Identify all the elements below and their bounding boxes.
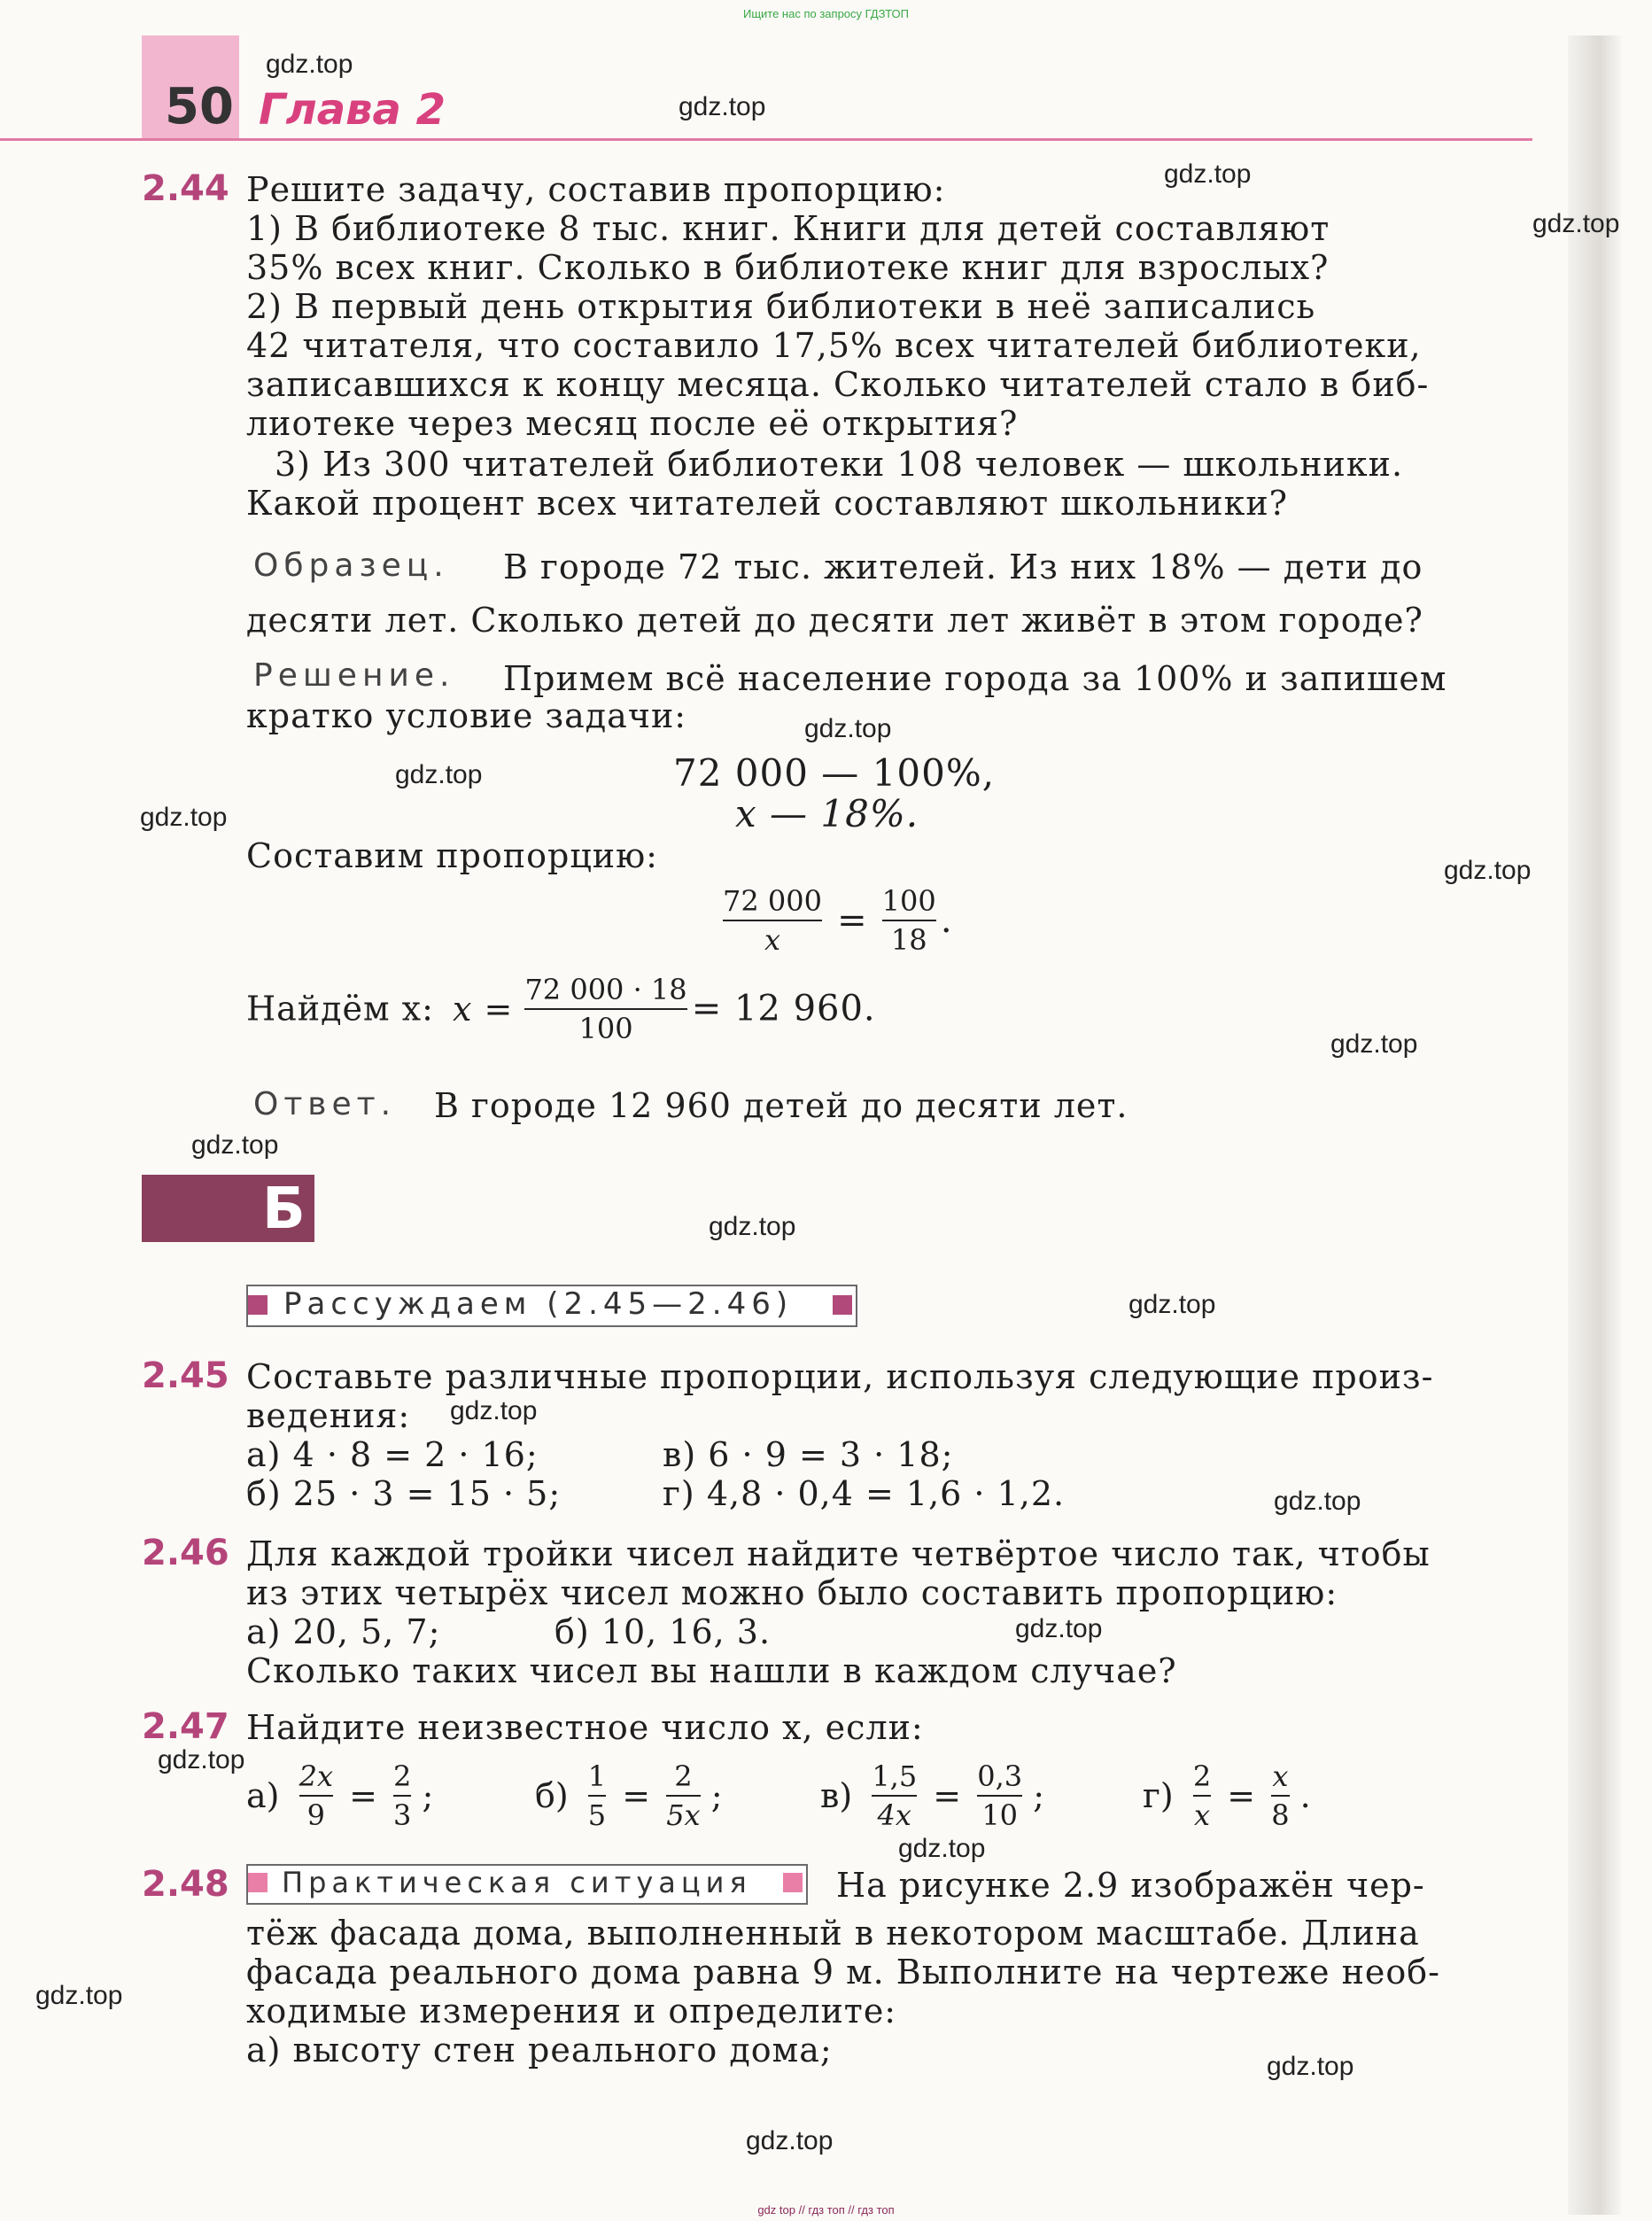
section-b-letter: Б [262, 1177, 306, 1242]
watermark: gdz.top [191, 1130, 279, 1160]
problem-number: 2.48 [142, 1864, 229, 1905]
problem-item: г) 4,8 · 0,4 = 1,6 · 1,2. [663, 1474, 1066, 1513]
answer-label: Ответ. [253, 1086, 397, 1122]
fraction [524, 971, 686, 1047]
proportion-formula: $\frac{72 000}{x}$ = $\frac{100}{18}$ . [723, 884, 952, 957]
fraction-numerator: x [1272, 1759, 1289, 1793]
find-x-formula [246, 971, 876, 1047]
sample-text: десяти лет. Сколько детей до десяти лет живёт в этом городе? [246, 601, 1423, 640]
problem-item: а) 20, 5, 7; [246, 1612, 441, 1651]
fraction-denominator: 9 [299, 1795, 333, 1834]
fraction-denominator: x [723, 920, 822, 959]
watermark: gdz.top [746, 2126, 834, 2155]
problem-text: На рисунке 2.9 изображён чер- [836, 1866, 1425, 1905]
watermark: gdz.top [1164, 159, 1252, 189]
problem-number: 2.44 [142, 168, 229, 209]
problem-text: фасада реального дома равна 9 м. Выполните на чертеже необ- [246, 1953, 1441, 1992]
fraction-numerator: 100 [881, 884, 936, 918]
problem-text: тёж фасада дома, выполненный в некотором масштабе. Длина [246, 1914, 1420, 1953]
problem-item: в) 6 · 9 = 3 · 18; [663, 1435, 954, 1474]
watermark: gdz.top [1267, 2052, 1354, 2081]
problem-text: лиотеке через месяц после её открытия? [246, 404, 1019, 443]
problem-text: Составьте различные пропорции, используя следующие произ- [246, 1357, 1434, 1396]
watermark: gdz.top [709, 1212, 796, 1241]
watermark: gdz.top [395, 760, 483, 789]
find-label: Найдём x: [246, 989, 434, 1029]
problem-text: 42 читателя, что составило 17,5% всех читателей библиотеки, [246, 326, 1422, 365]
top-note: Ищите нас по запросу ГДЗТОП [742, 7, 909, 20]
fraction-numerator: 1,5 [872, 1759, 918, 1793]
fraction-denominator: 18 [882, 920, 936, 959]
compose-text: Составим пропорцию: [246, 836, 658, 875]
item-label: г) [1143, 1776, 1174, 1815]
fraction-numerator: 2 [1192, 1759, 1212, 1793]
problem-item: б) 25 · 3 = 15 · 5; [246, 1474, 562, 1513]
watermark: gdz.top [1128, 1290, 1216, 1319]
sample-text: В городе 72 тыс. жителей. Из них 18% — дети до [503, 547, 1423, 586]
fraction [723, 882, 822, 959]
problem-text: а) высоту стен реального дома; [246, 2031, 833, 2070]
watermark: gdz.top [1330, 1029, 1418, 1059]
problem-text: Решите задачу, составив пропорцию: [246, 170, 946, 209]
problem-text: Для каждой тройки чисел найдите четвёртое число так, чтобы [246, 1534, 1431, 1573]
fraction-numerator: 72 000 [723, 884, 822, 918]
find-x: x = [452, 989, 514, 1029]
condition-line: x — 18%. [735, 792, 919, 835]
fraction-numerator: 2 [393, 1759, 412, 1793]
solution-text: Примем всё население города за 100% и запишем [503, 659, 1447, 698]
answer-text: В городе 12 960 детей до десяти лет. [434, 1086, 1128, 1125]
watermark: gdz.top [1532, 209, 1620, 238]
condition-line: 72 000 — 100%, [673, 751, 996, 795]
problem-text: 2) В первый день открытия библиотеки в неё записались [246, 287, 1316, 326]
fraction-denominator: 5x [666, 1795, 700, 1834]
problem-text: записавшихся к концу месяца. Сколько читателей стало в биб- [246, 365, 1430, 404]
watermark: gdz.top [1444, 856, 1532, 885]
watermark: gdz.top [1015, 1614, 1103, 1643]
fraction-numerator: 0,3 [977, 1759, 1023, 1793]
bar-square [248, 1295, 268, 1315]
sample-label: Образец. [253, 547, 449, 584]
chapter-title: Глава 2 [259, 85, 446, 135]
fraction-denominator: 3 [393, 1795, 411, 1834]
equation-a: а) $\frac{2x}{9}$ = $\frac{2}{3}$ ; [246, 1759, 434, 1832]
equation-g: г) $\frac{2}{x}$ = $\frac{x}{8}$ . [1143, 1759, 1311, 1832]
header-rule [0, 138, 1532, 141]
problem-text: ходимые измерения и определите: [246, 1992, 897, 2031]
problem-text: Сколько таких чисел вы нашли в каждом случае? [246, 1651, 1177, 1690]
watermark: gdz.top [158, 1745, 245, 1774]
fraction-numerator: 1 [587, 1759, 607, 1793]
item-label: в) [820, 1776, 853, 1815]
watermark: gdz.top [804, 714, 892, 743]
watermark: gdz.top [35, 1981, 123, 2010]
fraction-denominator: x [1193, 1795, 1211, 1834]
fraction-numerator: 2 [674, 1759, 693, 1793]
item-label: б) [535, 1776, 569, 1815]
problem-text: ведения: [246, 1396, 411, 1435]
practical-bar-label: Практическая ситуация [282, 1866, 752, 1899]
fraction-numerator: 2x [299, 1759, 333, 1793]
section-bar-label: Рассуждаем (2.45—2.46) [283, 1286, 794, 1322]
problem-text: 35% всех книг. Сколько в библиотеке книг для взрослых? [246, 248, 1330, 287]
problem-item: а) 4 · 8 = 2 · 16; [246, 1435, 539, 1474]
problem-number: 2.45 [142, 1355, 229, 1396]
equation-v: в) $\frac{1,5}{4x}$ = $\frac{0,3}{10}$ ; [820, 1759, 1045, 1832]
problem-text: 1) В библиотеке 8 тыс. книг. Книги для детей составляют [246, 209, 1330, 248]
fraction-denominator: 10 [977, 1795, 1022, 1834]
fraction [882, 882, 936, 959]
bar-square [833, 1295, 852, 1315]
item-label: а) [246, 1776, 280, 1815]
problem-text: Какой процент всех читателей составляют школьники? [246, 484, 1289, 523]
problem-text: из этих четырёх чисел можно было составить пропорцию: [246, 1573, 1338, 1612]
solution-label: Решение. [253, 657, 455, 694]
fraction-denominator: 8 [1271, 1795, 1289, 1834]
watermark: gdz.top [140, 803, 228, 832]
problem-text: 3) Из 300 читателей библиотеки 108 человек — школьники. [275, 445, 1404, 484]
problem-item: б) 10, 16, 3. [555, 1612, 772, 1651]
solution-text: кратко условие задачи: [246, 696, 687, 735]
watermark: gdz.top [450, 1396, 538, 1425]
fraction-denominator: 5 [588, 1795, 606, 1834]
fraction-numerator: 72 000 · 18 [524, 973, 687, 1006]
watermark: gdz.top [1274, 1487, 1361, 1516]
problem-number: 2.47 [142, 1706, 229, 1747]
page-edge-shadow [1568, 35, 1621, 2215]
fraction-denominator: 4x [872, 1795, 917, 1834]
bottom-note: gdz top // гдз топ // гдз топ [757, 2203, 895, 2217]
problem-text: Найдите неизвестное число x, если: [246, 1708, 924, 1747]
bar-square [783, 1873, 803, 1892]
page-number: 50 [165, 78, 234, 136]
problem-number: 2.46 [142, 1533, 229, 1573]
fraction-denominator: 100 [524, 1008, 686, 1047]
equation-b: б) $\frac{1}{5}$ = $\frac{2}{5x}$ ; [535, 1759, 723, 1832]
watermark: gdz.top [898, 1834, 986, 1863]
watermark: gdz.top [266, 50, 353, 79]
bar-square [248, 1873, 268, 1892]
watermark: gdz.top [679, 92, 766, 121]
find-result: = 12 960. [691, 988, 876, 1029]
